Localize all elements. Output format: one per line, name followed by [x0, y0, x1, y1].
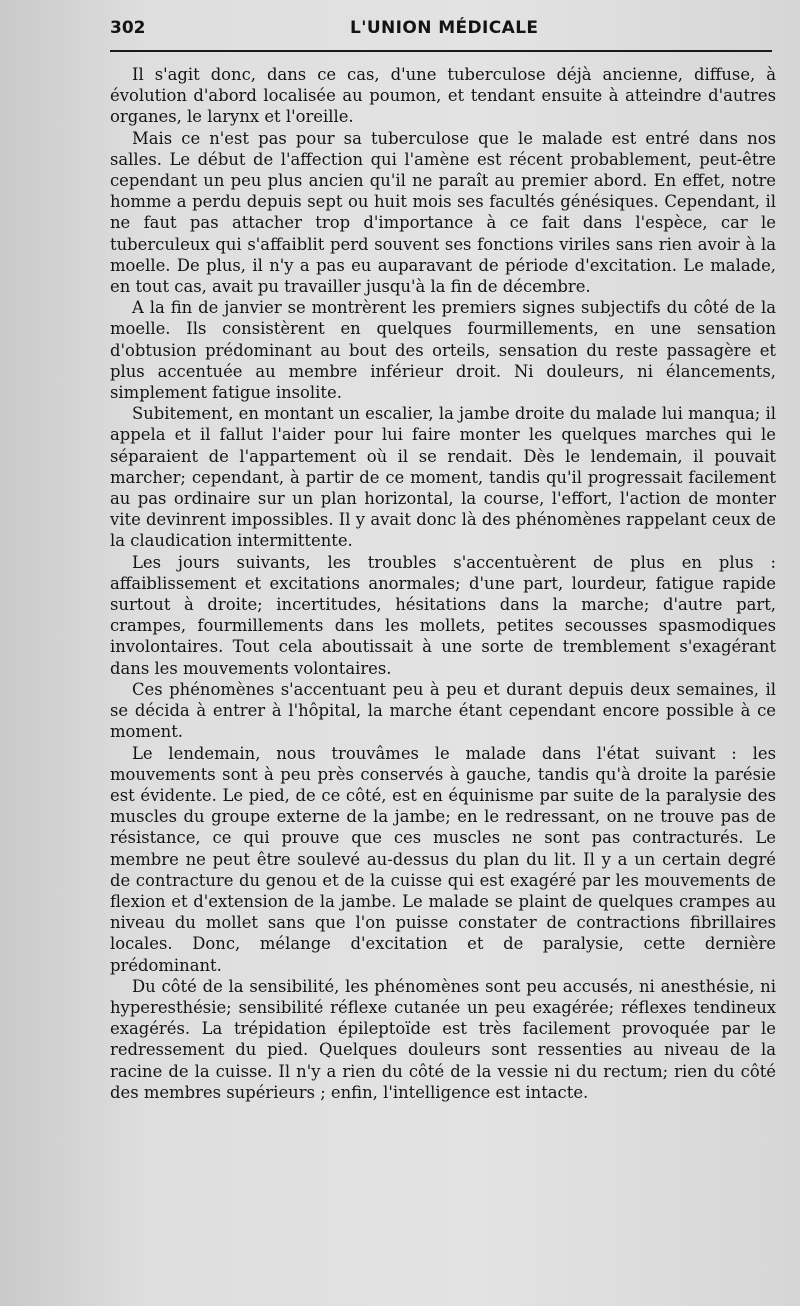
header-rule — [110, 50, 772, 52]
paragraph: Du côté de la sensibilité, les phénomènes sont peu accusés, ni anesthésie, ni hyperesthésie; sensibilité réflexe cutanée un peu exagérée; réflexes tendineux exagérés. La trépidation épileptoïde est très facilement provoquée par le redressement du pied. Quelques douleurs sont ressenties au niveau de la racine de la cuisse. Il n'y a rien du côté de la vessie ni du rectum; rien du côté des membres supérieurs ; enfin, l'intelligence est intacte. — [110, 976, 776, 1102]
paragraph: Ces phénomènes s'accentuant peu à peu et durant depuis deux semaines, il se décida à entrer à l'hôpital, la marche étant cependant encore possible à ce moment. — [110, 679, 776, 742]
page-number: 302 — [110, 18, 146, 38]
paragraph: Les jours suivants, les troubles s'accentuèrent de plus en plus : affaiblissement et excitations anormales; d'une part, lourdeur, fatigue rapide surtout à droite; incertitudes, hésitations dans la marche; d'autre part, crampes, fourmillements dans les mollets, petites secousses spasmodiques involontaires. Tout cela aboutissait à une sorte de tremblement s'exagérant dans les mouvements volontaires. — [110, 552, 776, 678]
body-text — [110, 64, 782, 1103]
paragraph: Le lendemain, nous trouvâmes le malade dans l'état suivant : les mouvements sont à peu près conservés à gauche, tandis qu'à droite la parésie est évidente. Le pied, de ce côté, est en équinisme par suite de la paralysie des muscles du groupe externe de la jambe; en le redressant, on ne trouve pas de résistance, ce qui prouve que ces muscles ne sont pas contracturés. Le membre ne peut être soulevé au-dessus du plan du lit. Il y a un certain degré de contracture du genou et de la cuisse qui est exagéré par les mouvements de flexion et d'extension de la jambe. Le malade se plaint de quelques crampes au niveau du mollet sans que l'on puisse constater de contractions fibrillaires locales. Donc, mélange d'excitation et de paralysie, cette dernière prédominant. — [110, 743, 776, 975]
journal-title: L'UNION MÉDICALE — [350, 18, 539, 38]
paragraph: Subitement, en montant un escalier, la jambe droite du malade lui manqua; il appela et il fallut l'aider pour lui faire monter les quelques marches qui le séparaient de l'appartement où il se rendait. Dès le lendemain, il pouvait marcher; cependant, à partir de ce moment, tandis qu'il progressait facilement au pas ordinaire sur un plan horizontal, la course, l'effort, l'action de monter vite devinrent impossibles. Il y avait donc là des phénomènes rappelant ceux de la claudication intermittente. — [110, 404, 776, 551]
paragraph: A la fin de janvier se montrèrent les premiers signes subjectifs du côté de la moelle. Ils consistèrent en quelques fourmillements, en une sensation d'obtusion prédominant au bout des orteils, sensation du reste passagère et plus accentuée au membre inférieur droit. Ni douleurs, ni élancements, simplement fatigue insolite. — [110, 298, 776, 403]
paragraph: Mais ce n'est pas pour sa tuberculose que le malade est entré dans nos salles. Le début de l'affection qui l'amène est récent probablement, peut-être cependant un peu plus ancien qu'il ne paraît au premier abord. En effet, notre homme a perdu depuis sept ou huit mois ses facultés génésiques. Cependant, il ne faut pas attacher trop d'importance à ce fait dans l'espèce, car le tuberculeux qui s'affaiblit perd souvent ses fonctions viriles sans rien avoir à la moelle. De plus, il n'y a pas eu auparavant de période d'excitation. Le malade, en tout cas, avait pu travailler jusqu'à la fin de décembre. — [110, 128, 776, 297]
paragraph: Il s'agit donc, dans ce cas, d'une tuberculose déjà ancienne, diffuse, à évolution d'abord localisée au poumon, et tendant ensuite à atteindre d'autres organes, le larynx et l'oreille. — [110, 65, 776, 127]
running-head — [110, 18, 782, 44]
